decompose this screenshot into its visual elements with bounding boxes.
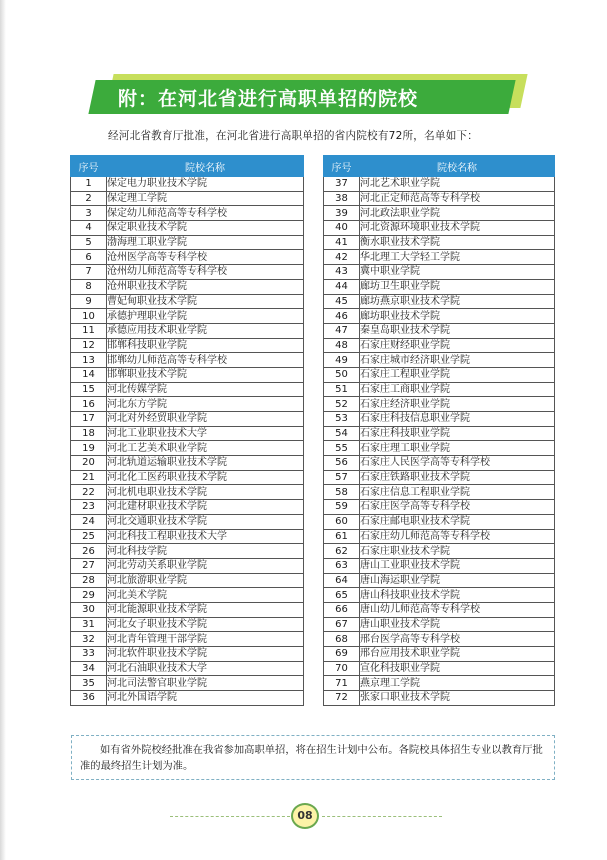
school-name: 石家庄信息工程职业学院 [360,485,555,500]
notice-box [71,735,555,780]
row-number: 23 [71,500,107,515]
row-number: 57 [324,470,360,485]
section-banner [92,78,522,114]
row-number: 38 [324,191,360,206]
table-row [324,265,555,280]
row-number: 36 [71,691,107,706]
school-name: 石家庄医学高等专科学校 [360,500,555,515]
table-row [324,602,555,617]
school-name: 石家庄科技信息职业学院 [360,412,555,427]
table-row [71,309,304,324]
school-name: 河北工业职业技术大学 [107,426,304,441]
table-row [324,544,555,559]
school-name: 曹妃甸职业技术学院 [107,294,304,309]
table-row [71,353,304,368]
row-number: 32 [71,632,107,647]
school-name: 廊坊职业技术学院 [360,309,555,324]
row-number: 8 [71,279,107,294]
row-number: 42 [324,250,360,265]
table-row [324,691,555,706]
row-number: 34 [71,661,107,676]
school-list-right [324,177,555,706]
row-number: 51 [324,382,360,397]
row-number: 61 [324,529,360,544]
table-row [324,206,555,221]
row-number: 28 [71,573,107,588]
table-row [71,367,304,382]
school-name: 河北科技工程职业技术大学 [107,529,304,544]
row-number: 67 [324,617,360,632]
school-name: 石家庄工商职业学院 [360,382,555,397]
table-header-row [324,156,555,177]
row-number: 53 [324,412,360,427]
row-number: 52 [324,397,360,412]
row-number: 45 [324,294,360,309]
table-row [71,279,304,294]
row-number: 7 [71,265,107,280]
table-row [71,382,304,397]
row-number: 59 [324,500,360,515]
row-number: 33 [71,647,107,662]
table-row [71,500,304,515]
table-row [324,632,555,647]
table-row [71,588,304,603]
table-row [71,441,304,456]
section-title: 附：在河北省进行高职单招的院校 [118,88,419,110]
school-name: 河北对外经贸职业学院 [107,412,304,427]
table-row [324,338,555,353]
table-row [324,367,555,382]
school-name: 渤海理工职业学院 [107,235,304,250]
school-name: 石家庄幼儿师范高等专科学校 [360,529,555,544]
table-row [71,206,304,221]
table-row [71,177,304,192]
row-number: 26 [71,544,107,559]
school-name: 沧州医学高等专科学校 [107,250,304,265]
row-number: 72 [324,691,360,706]
school-name: 石家庄工程职业学院 [360,367,555,382]
row-number: 63 [324,558,360,573]
row-number: 54 [324,426,360,441]
row-number: 48 [324,338,360,353]
table-row [71,221,304,236]
table-row [71,691,304,706]
table-row [71,514,304,529]
table-row [324,353,555,368]
school-name: 秦皇岛职业技术学院 [360,323,555,338]
row-number: 15 [71,382,107,397]
school-name: 保定理工学院 [107,191,304,206]
table-row [324,617,555,632]
row-number: 40 [324,221,360,236]
row-number: 69 [324,647,360,662]
table-row [324,485,555,500]
school-name: 邢台应用技术职业学院 [360,647,555,662]
table-row [324,382,555,397]
school-name: 河北软件职业技术学院 [107,647,304,662]
row-number: 35 [71,676,107,691]
row-number: 27 [71,558,107,573]
table-row [324,309,555,324]
school-name: 河北司法警官职业学院 [107,676,304,691]
row-number: 3 [71,206,107,221]
row-number: 20 [71,456,107,471]
row-number: 30 [71,602,107,617]
row-number: 44 [324,279,360,294]
school-name: 衡水职业技术学院 [360,235,555,250]
school-name: 邯郸职业技术学院 [107,367,304,382]
footer-divider-right [322,816,442,817]
table-row [324,235,555,250]
table-row [324,456,555,471]
table-row [324,514,555,529]
school-name: 河北轨道运输职业技术学院 [107,456,304,471]
row-number: 12 [71,338,107,353]
page-footer [0,798,607,838]
row-number: 21 [71,470,107,485]
school-name: 沧州职业技术学院 [107,279,304,294]
table-row [71,617,304,632]
row-number: 70 [324,661,360,676]
school-name: 华北理工大学轻工学院 [360,250,555,265]
table-row [324,529,555,544]
table-row [324,441,555,456]
table-row [71,294,304,309]
row-number: 60 [324,514,360,529]
intro-text: 经河北省教育厅批准，在河北省进行高职单招的省内院校有72所，名单如下： [108,130,479,142]
school-name: 唐山海运职业学院 [360,573,555,588]
table-row [71,632,304,647]
table-row [71,397,304,412]
school-name: 张家口职业技术学院 [360,691,555,706]
table-row [71,529,304,544]
row-number: 31 [71,617,107,632]
school-name: 承德应用技术职业学院 [107,323,304,338]
row-number: 6 [71,250,107,265]
table-row [71,676,304,691]
table-row [71,426,304,441]
school-name: 唐山工业职业技术学院 [360,558,555,573]
school-name: 石家庄人民医学高等专科学校 [360,456,555,471]
footer-divider-left [170,816,290,817]
table-row [71,602,304,617]
table-row [324,647,555,662]
school-name: 河北劳动关系职业学院 [107,558,304,573]
table-header-row [71,156,304,177]
school-name: 唐山职业技术学院 [360,617,555,632]
school-name: 石家庄城市经济职业学院 [360,353,555,368]
school-name: 石家庄经济职业学院 [360,397,555,412]
table-row [324,500,555,515]
row-number: 58 [324,485,360,500]
row-number: 29 [71,588,107,603]
school-name: 河北政法职业学院 [360,206,555,221]
school-name: 河北交通职业技术学院 [107,514,304,529]
table-row [324,294,555,309]
row-number: 4 [71,221,107,236]
table-row [71,558,304,573]
row-number: 11 [71,323,107,338]
school-name: 河北东方学院 [107,397,304,412]
table-row [71,338,304,353]
school-name: 廊坊燕京职业技术学院 [360,294,555,309]
page-edge-shadow [0,0,6,860]
row-number: 19 [71,441,107,456]
school-name: 石家庄科技职业学院 [360,426,555,441]
school-name: 河北资源环境职业技术学院 [360,221,555,236]
table-row [324,412,555,427]
row-number: 64 [324,573,360,588]
table-row [324,470,555,485]
table-row [71,265,304,280]
table-row [324,177,555,192]
row-number: 56 [324,456,360,471]
row-number: 18 [71,426,107,441]
row-number: 55 [324,441,360,456]
school-name: 保定幼儿师范高等专科学校 [107,206,304,221]
table-row [324,558,555,573]
row-number: 68 [324,632,360,647]
school-name: 河北美术学院 [107,588,304,603]
table-row [324,588,555,603]
school-name: 河北女子职业技术学院 [107,617,304,632]
header-name: 院校名称 [360,156,555,177]
school-name: 保定电力职业技术学院 [107,177,304,192]
school-name: 河北机电职业技术学院 [107,485,304,500]
table-row [71,235,304,250]
header-name: 院校名称 [107,156,304,177]
row-number: 46 [324,309,360,324]
school-name: 沧州幼儿师范高等专科学校 [107,265,304,280]
row-number: 65 [324,588,360,603]
table-row [324,661,555,676]
table-row [324,221,555,236]
row-number: 39 [324,206,360,221]
table-row [71,661,304,676]
page-number: 08 [291,803,319,829]
header-num: 序号 [71,156,107,177]
school-name: 河北建材职业技术学院 [107,500,304,515]
school-name: 河北青年管理干部学院 [107,632,304,647]
row-number: 50 [324,367,360,382]
school-name: 承德护理职业学院 [107,309,304,324]
school-name: 河北艺术职业学院 [360,177,555,192]
row-number: 37 [324,177,360,192]
table-row [71,323,304,338]
table-row [71,191,304,206]
table-row [324,426,555,441]
school-name: 廊坊卫生职业学院 [360,279,555,294]
row-number: 71 [324,676,360,691]
table-row [324,397,555,412]
school-name: 石家庄理工职业学院 [360,441,555,456]
row-number: 62 [324,544,360,559]
table-row [324,191,555,206]
school-name: 唐山科技职业技术学院 [360,588,555,603]
table-row [71,647,304,662]
row-number: 24 [71,514,107,529]
row-number: 16 [71,397,107,412]
school-name: 宣化科技职业学院 [360,661,555,676]
row-number: 9 [71,294,107,309]
row-number: 13 [71,353,107,368]
row-number: 17 [71,412,107,427]
school-list-left [71,177,304,706]
row-number: 49 [324,353,360,368]
row-number: 14 [71,367,107,382]
header-num: 序号 [324,156,360,177]
school-name: 保定职业技术学院 [107,221,304,236]
school-name: 邢台医学高等专科学校 [360,632,555,647]
school-table-right [323,155,555,706]
row-number: 22 [71,485,107,500]
school-name: 河北正定师范高等专科学校 [360,191,555,206]
school-name: 石家庄铁路职业技术学院 [360,470,555,485]
school-name: 石家庄职业技术学院 [360,544,555,559]
table-row [71,573,304,588]
row-number: 2 [71,191,107,206]
row-number: 43 [324,265,360,280]
table-row [71,485,304,500]
table-row [71,544,304,559]
school-name: 冀中职业学院 [360,265,555,280]
school-name: 河北石油职业技术大学 [107,661,304,676]
table-row [324,573,555,588]
school-name: 燕京理工学院 [360,676,555,691]
school-name: 河北旅游职业学院 [107,573,304,588]
school-name: 唐山幼儿师范高等专科学校 [360,602,555,617]
school-name: 石家庄财经职业学院 [360,338,555,353]
row-number: 41 [324,235,360,250]
row-number: 1 [71,177,107,192]
table-row [324,279,555,294]
row-number: 25 [71,529,107,544]
school-table-left [70,155,304,706]
school-name: 河北传媒学院 [107,382,304,397]
school-name: 邯郸科技职业学院 [107,338,304,353]
notice-text: 如有省外院校经批准在我省参加高职单招，将在招生计划中公布。各院校具体招生专业以教育厅批准的最终招生计划为准。 [80,744,543,772]
school-name: 河北工艺美术职业学院 [107,441,304,456]
school-name: 河北外国语学院 [107,691,304,706]
school-name: 河北能源职业技术学院 [107,602,304,617]
row-number: 10 [71,309,107,324]
table-row [71,250,304,265]
table-row [71,412,304,427]
table-row [324,323,555,338]
row-number: 5 [71,235,107,250]
school-name: 河北科技学院 [107,544,304,559]
table-row [324,676,555,691]
row-number: 66 [324,602,360,617]
school-name: 石家庄邮电职业技术学院 [360,514,555,529]
table-row [71,456,304,471]
row-number: 47 [324,323,360,338]
table-row [71,470,304,485]
school-name: 邯郸幼儿师范高等专科学校 [107,353,304,368]
table-row [324,250,555,265]
school-name: 河北化工医药职业技术学院 [107,470,304,485]
